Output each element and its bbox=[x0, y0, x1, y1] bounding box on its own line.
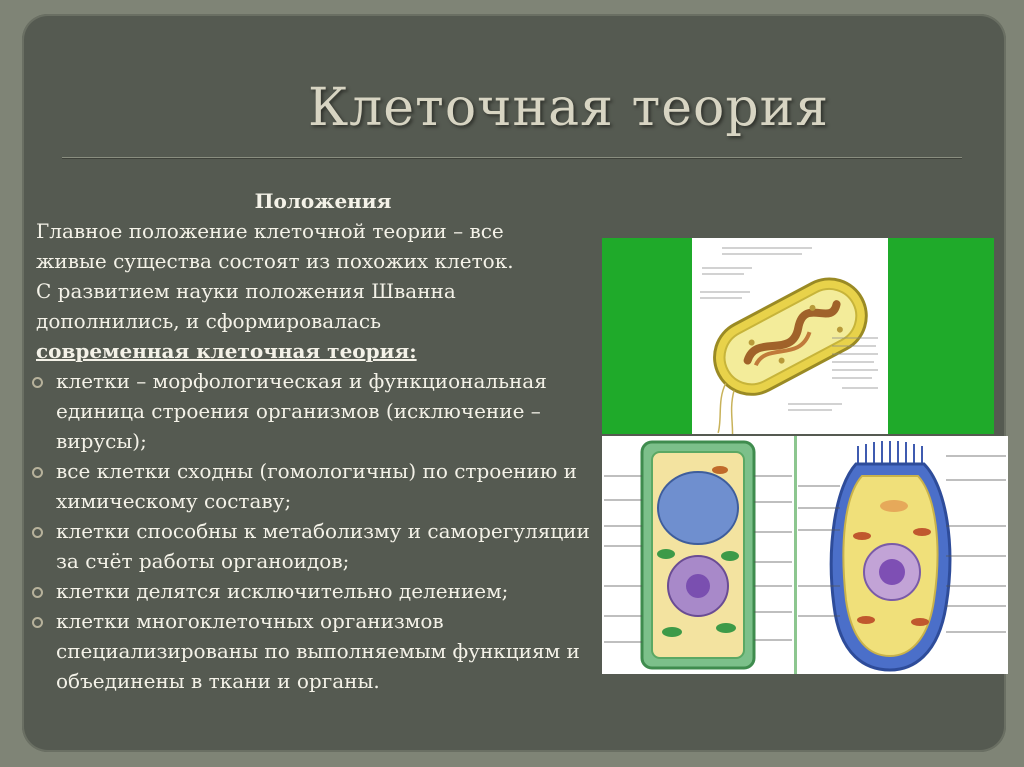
bullet-text: клетки делятся исключительно делением; bbox=[56, 579, 509, 603]
modern-theory-label: современная клеточная теория: bbox=[36, 339, 417, 363]
bacterium-illustration bbox=[692, 238, 888, 434]
bullet-circle-icon bbox=[32, 617, 43, 628]
bullet-item bbox=[30, 456, 600, 516]
bullet-item bbox=[30, 516, 600, 576]
bacterium-image bbox=[602, 238, 994, 434]
bullet-text: клетки многоклеточных организмов специализированы по выполняемым функциям и объединены в ткани и органы. bbox=[56, 609, 580, 693]
intro-line: живые существа состоят из похожих клеток. bbox=[36, 249, 514, 273]
bullet-item bbox=[30, 366, 600, 456]
intro-line: Главное положение клеточной теории – все bbox=[36, 219, 504, 243]
intro-line: С развитием науки положения Шванна bbox=[36, 279, 456, 303]
section-heading: Положения bbox=[254, 189, 392, 213]
intro-line: дополнились, и сформировалась bbox=[36, 309, 381, 333]
cells-image bbox=[602, 436, 1008, 674]
bullet-circle-icon bbox=[32, 377, 43, 388]
bullet-text: все клетки сходны (гомологичны) по строению и химическому составу; bbox=[56, 459, 577, 513]
theory-bullets bbox=[30, 366, 600, 696]
intro-paragraph bbox=[30, 216, 600, 366]
bullet-item bbox=[30, 606, 600, 696]
bullet-item bbox=[30, 576, 600, 606]
bullet-circle-icon bbox=[32, 467, 43, 478]
slide-text bbox=[30, 186, 600, 696]
bullet-circle-icon bbox=[32, 587, 43, 598]
bacterium-diagram bbox=[692, 238, 888, 434]
animal-cell-illustration bbox=[796, 436, 1008, 674]
bullet-text: клетки – морфологическая и функциональная единица строения организмов (исключение – вирусы); bbox=[56, 369, 547, 453]
bullet-circle-icon bbox=[32, 527, 43, 538]
bullet-text: клетки способны к метаболизму и саморегуляции за счёт работы органоидов; bbox=[56, 519, 590, 573]
slide-title: Клеточная теория bbox=[308, 78, 830, 138]
plant-cell-illustration bbox=[602, 436, 794, 674]
title-divider bbox=[62, 157, 962, 159]
